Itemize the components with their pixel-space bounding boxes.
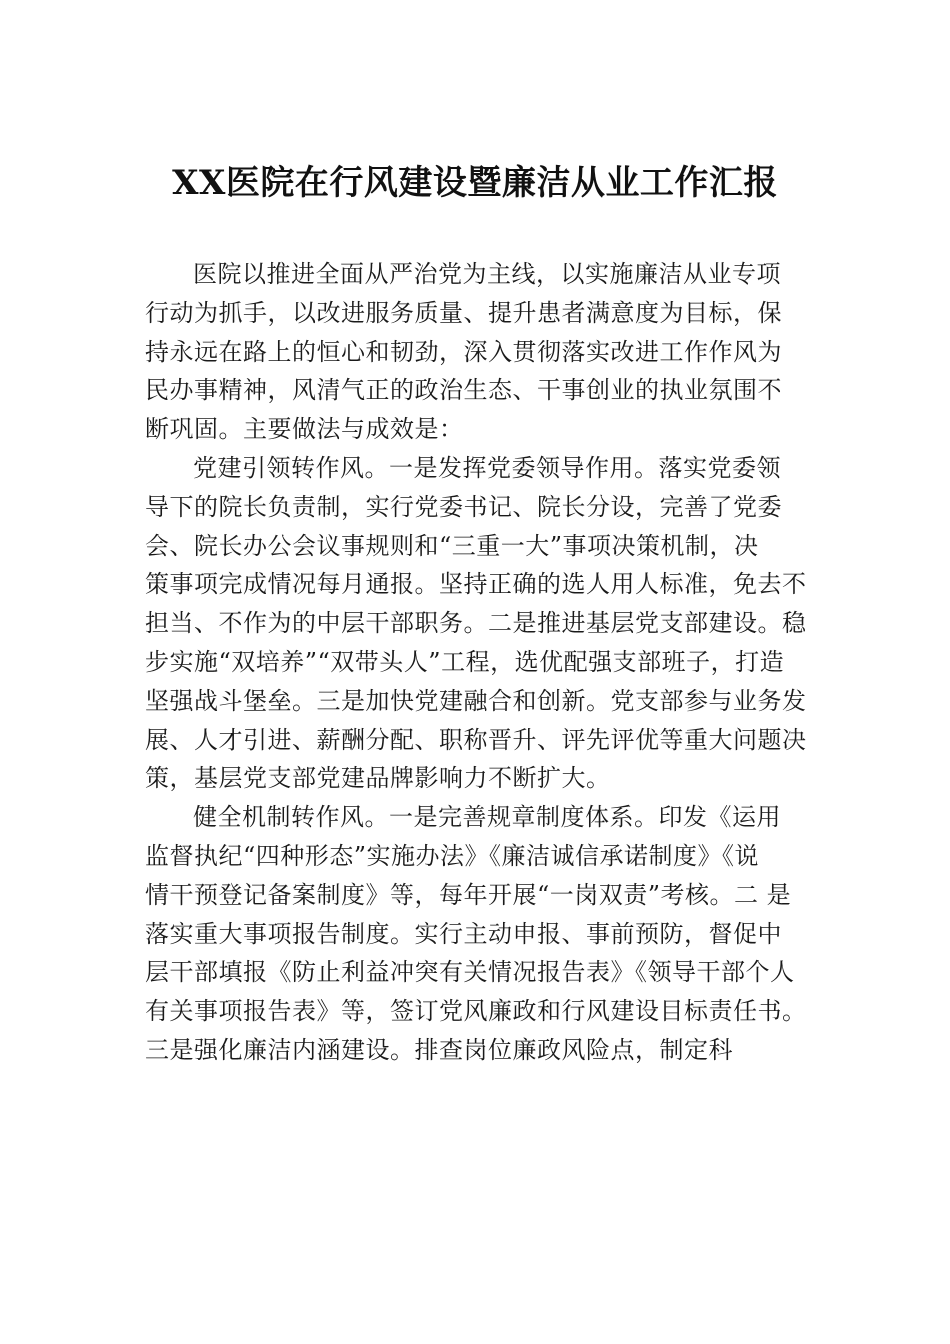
paragraph-mechanism [145, 798, 820, 1070]
document-body [145, 255, 820, 1070]
text-line: 展、人才引进、薪酬分配、职称晋升、评先评优等重大问题决 [145, 725, 807, 754]
text-line: 党建引领转作风。一是发挥党委领导作用。落实党委领 [193, 453, 781, 482]
text-line: 持永远在路上的恒心和韧劲，深入贯彻落实改进工作作风为 [145, 337, 782, 366]
text-line: 坚强战斗堡垒。三是加快党建融合和创新。党支部参与业务发 [145, 686, 807, 715]
text-line: 层干部填报《防止利益冲突有关情况报告表》《领导干部个人 [145, 958, 795, 987]
text-line: 三是强化廉洁内涵建设。排查岗位廉政风险点，制定科 [145, 1035, 733, 1064]
text-line: 健全机制转作风。一是完善规章制度体系。印发《运用 [193, 803, 781, 832]
text-line: 医院以推进全面从严治党为主线，以实施廉洁从业专项 [193, 260, 781, 288]
text-line: 担当、不作为的中层干部职务。二是推进基层党支部建设。稳 [145, 609, 807, 638]
text-line: 行动为抓手，以改进服务质量、提升患者满意度为目标，保 [145, 298, 782, 327]
document-title: XX医院在行风建设暨廉洁从业工作汇报 [172, 163, 778, 203]
text-line: 民办事精神，风清气正的政治生态、干事创业的执业氛围不 [145, 376, 782, 405]
text-line: 策，基层党支部党建品牌影响力不断扩大。 [145, 764, 611, 793]
text-line: 会、院长办公会议事规则和“三重一大”事项决策机制，决 [145, 531, 759, 560]
text-line: 落实重大事项报告制度。实行主动申报、事前预防，督促中 [145, 919, 782, 948]
text-line: 步实施“双培养”“双带头人”工程，选优配强支部班子，打造 [145, 647, 785, 676]
text-line: 导下的院长负责制，实行党委书记、院长分设，完善了党委 [145, 492, 782, 521]
text-line: 情干预登记备案制度》等，每年开展“一岗双责”考核。二 是 [145, 880, 792, 909]
text-line: 监督执纪“四种形态”实施办法》《廉洁诚信承诺制度》《说 [145, 841, 760, 870]
text-line: 策事项完成情况每月通报。坚持正确的选人用人标准，免去不 [145, 570, 807, 599]
paragraph-intro [145, 255, 820, 449]
paragraph-party-building [145, 449, 820, 798]
text-line: 断巩固。主要做法与成效是： [145, 415, 464, 444]
text-line: 有关事项报告表》等，签订党风廉政和行风建设目标责任书。 [145, 997, 807, 1026]
